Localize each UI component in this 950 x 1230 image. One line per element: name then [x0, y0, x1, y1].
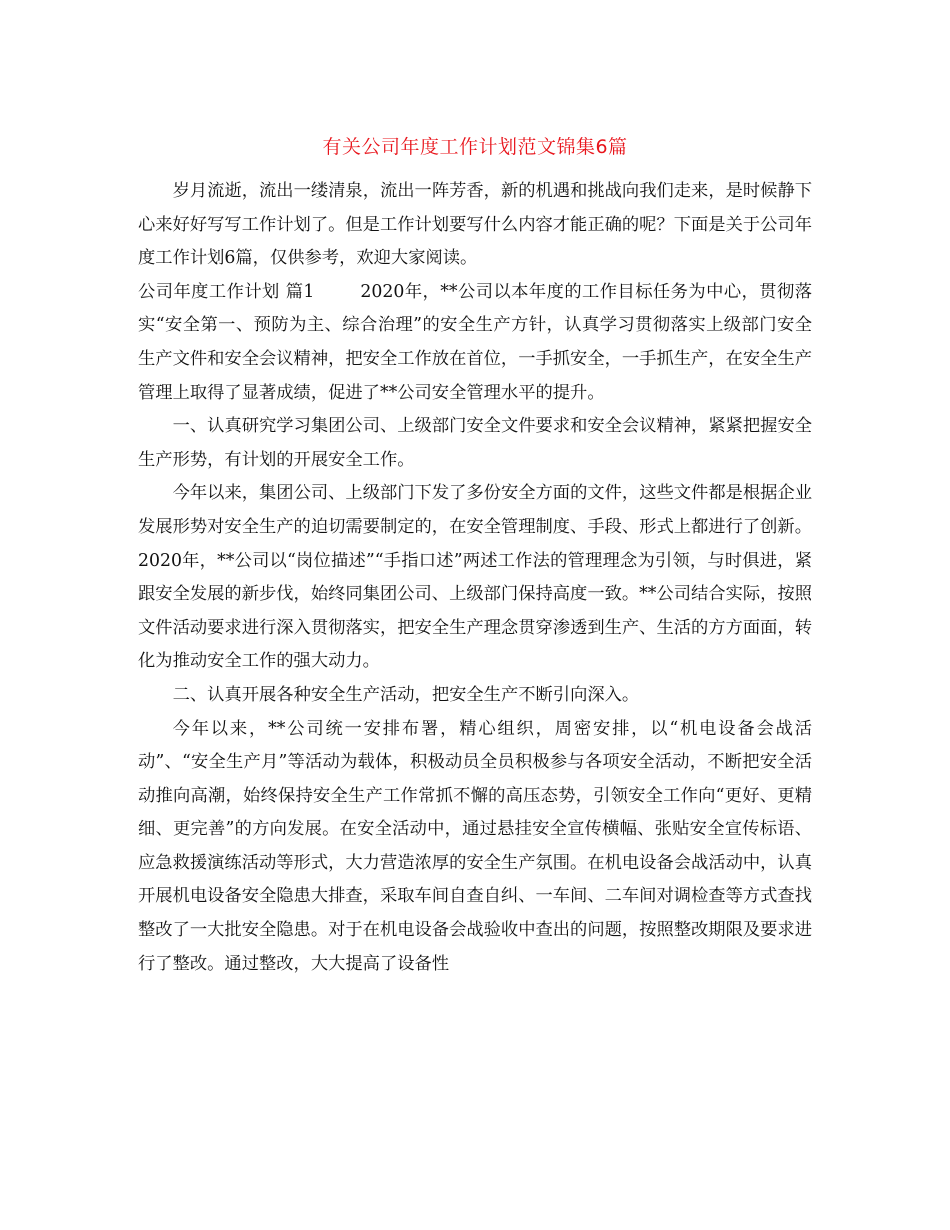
section-1-paragraph — [138, 276, 812, 410]
paragraph-body-1: 今年以来，集团公司、上级部门下发了多份安全方面的文件，这些文件都是根据企业发展形势对安全生产的迫切需要制定的，在安全管理制度、手段、形式上都进行了创新。2020年，**公司以“岗位描述”“手指口述”两述工作法的管理理念为引领，与时俱进，紧跟安全发展的新步伐，始终同集团公司、上级部门保持高度一致。**公司结合实际，按照文件活动要求进行深入贯彻落实，把安全生产理念贯穿渗透到生产、生活的方方面面，转化为推动安全工作的强大动力。 — [138, 483, 813, 672]
section-1-label: 公司年度工作计划 篇1 — [138, 281, 315, 302]
paragraph-body-2: 今年以来，**公司统一安排布署，精心组织，周密安排，以“机电设备会战活动”、“安全生产月”等活动为载体，积极动员全员积极参与各项安全活动，不断把安全活动推向高潮，始终保持安全生产工作常抓不懈的高压态势，引领安全工作向“更好、更精细、更完善”的方向发展。在安全活动中，通过悬挂安全宣传横幅、张贴安全宣传标语、应急救援演练活动等形式，大力营造浓厚的安全生产氛围。在机电设备会战活动中，认真开展机电设备安全隐患大排查，采取车间自查自纠、一车间、二车间对调检查等方式查找整改了一大批安全隐患。对于在机电设备会战验收中查出的问题，按照整改期限及要求进行了整改。通过整改，大大提高了设备性 — [138, 718, 812, 974]
intro-paragraph: 岁月流逝，流出一缕清泉，流出一阵芳香，新的机遇和挑战向我们走来，是时候静下心来好好写写工作计划了。但是工作计划要写什么内容才能正确的呢？下面是关于公司年度工作计划6篇，仅供参考，欢迎大家阅读。 — [138, 181, 813, 269]
document-body — [138, 175, 812, 981]
section-1-text: 2020年，**公司以本年度的工作目标任务为中心，贯彻落实“安全第一、预防为主、综合治理”的安全生产方针，认真学习贯彻落实上级部门安全生产文件和安全会议精神，把安全工作放在首位，一手抓安全，一手抓生产，在安全生产管理上取得了显著成绩，促进了**公司安全管理水平的提升。 — [138, 281, 812, 403]
paragraph-heading-2: 二、认真开展各种安全生产活动，把安全生产不断引向深入。 — [172, 684, 640, 705]
paragraph-heading-1: 一、认真研究学习集团公司、上级部门安全文件要求和安全会议精神，紧紧把握安全生产形势，有计划的开展安全工作。 — [138, 416, 813, 470]
document-title: 有关公司年度工作计划范文锦集6篇 — [322, 136, 628, 158]
